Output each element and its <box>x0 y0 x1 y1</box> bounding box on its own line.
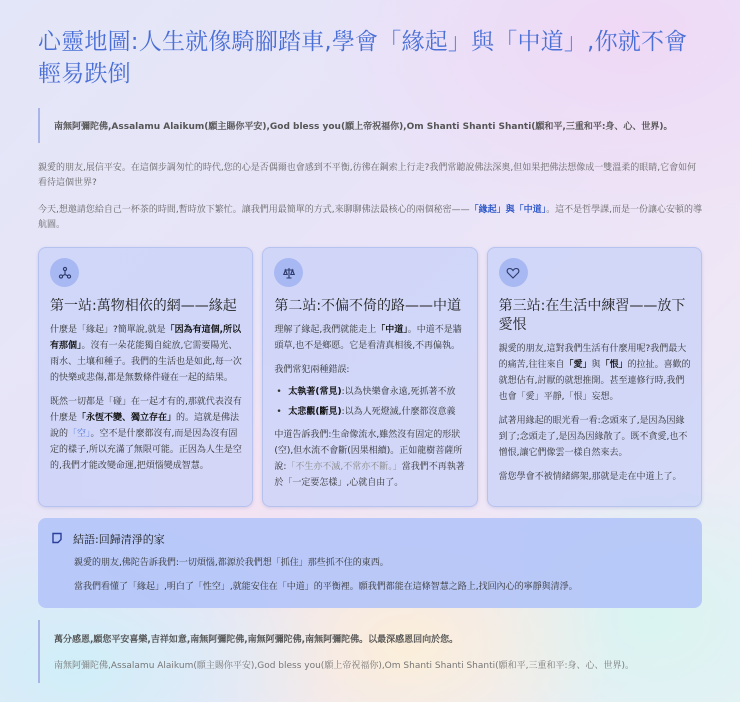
conclusion-title: 結語:回歸清淨的家 <box>73 532 165 546</box>
highlight-emptiness: 「空」 <box>68 429 91 439</box>
highlight-dependent-origination: 「緣起」 <box>469 205 506 215</box>
heart-icon <box>499 258 528 287</box>
closing-multifaith-blessing: 南無阿彌陀佛,Assalamu Alaikum(願主賜你平安),God bless you(願上帝祝福你),Om Shanti Shanti Shanti(願和平,三重和平:身、心、世界)。 <box>54 661 635 671</box>
conclusion-box <box>38 518 702 608</box>
card-station-2: 第二站:不偏不倚的路——中道 理解了緣起,我們就能走上「中道」。中道不是牆頭草,也不是鄉愿。它是看清真相後,不再偏執。 我們常犯兩種錯誤: • 太執著(常見):以為快樂會永遠,死抓著不放 • 太悲觀(斷見):以為人死燈滅,什麼都沒意義 中道告訴我們:生命像流水,雖然沒有固定的形狀(空),但水流不會斷(因果相續)。正如龍樹菩薩所說:「不生亦不滅,不常亦不斷。」當我們不再執著於「一定要怎樣」,心就自由了。 <box>262 247 477 507</box>
card-title: 第一站:萬物相依的網——緣起 <box>50 298 237 314</box>
card-station-3: 第三站:在生活中練習——放下愛恨 親愛的朋友,這對我們生活有什麼用呢?我們最大的痛苦,往往來自「愛」與「恨」的拉扯。喜歡的就想佔有,討厭的就想推開。甚至連修行時,我們也會「愛」平靜,「恨」妄想。 試著用緣起的眼光看一看:念頭來了,是因為因緣到了;念頭走了,是因為因緣散了。既不貪愛,也不憎恨,讓它們像雲一樣自然來去。 當您學會不被情緒綁架,那就是走在中道上了。 <box>487 247 702 507</box>
station-cards <box>38 247 702 507</box>
error-list <box>274 384 466 421</box>
note-icon <box>51 529 63 548</box>
intro-paragraph-2: 今天,想邀請您給自己一杯茶的時間,暫時放下繁忙。讓我們用最簡單的方式,來聊聊佛法最核心的兩個秘密——「緣起」與「中道」。這不是哲學課,而是一份讓心安頓的導航圖。 <box>38 205 703 230</box>
card-station-1: 第一站:萬物相依的網——緣起 什麼是「緣起」?簡單說,就是「因為有這個,所以有那個」。沒有一朵花能獨自綻放,它需要陽光、雨水、土壤和種子。我們的生活也是如此,每一次的快樂或悲傷,都是無數條件碰在一起的結果。 既然一切都是「碰」在一起才有的,那就代表沒有什麼是「永恆不變、獨立存在」的。這就是佛法說的「空」。空不是什麼都沒有,而是因為沒有固定的樣子,所以充滿了無限可能。正因為人生是空的,我們才能改變命運,把煩惱變成智慧。 <box>38 247 253 507</box>
conclusion-paragraph-1: 親愛的朋友,佛陀告訴我們:一切煩惱,都源於我們想「抓住」那些抓不住的東西。 <box>74 558 389 568</box>
opening-blessing: 南無阿彌陀佛,Assalamu Alaikum(願主賜你平安),God bless you(願上帝祝福你),Om Shanti Shanti Shanti(願和平,三重和平:身、心、世界)。 <box>38 108 702 143</box>
highlight-middle-way: 「中道」 <box>514 205 547 215</box>
middle-way-note: 當您學會不被情緒綁架,那就是走在中道上了。 <box>498 472 682 482</box>
balance-scale-icon <box>274 258 303 287</box>
conclusion-paragraph-2: 當我們看懂了「緣起」,明白了「性空」,就能安住在「中道」的平衡裡。願我們都能在這條智慧之路上,找回內心的寧靜與清淨。 <box>74 582 578 592</box>
list-item: • 太悲觀(斷見):以為人死燈滅,什麼都沒意義 <box>274 404 466 421</box>
page-title: 心靈地圖:人生就像騎腳踏車,學會「緣起」與「中道」,你就不會輕易跌倒 <box>38 29 688 87</box>
intro-section <box>38 161 702 233</box>
closing-gratitude: 萬分感恩,願您平安喜樂,吉祥如意,南無阿彌陀佛,南無阿彌陀佛,南無阿彌陀佛。以最深感恩回向於您。 <box>54 635 459 645</box>
card-title: 第二站:不偏不倚的路——中道 <box>274 298 462 314</box>
network-icon <box>50 258 79 287</box>
list-item: • 太執著(常見):以為快樂會永遠,死抓著不放 <box>274 384 466 401</box>
closing-blessing <box>38 620 702 683</box>
intro-paragraph-1: 親愛的朋友,展信平安。在這個步調匆忙的時代,您的心是否偶爾也會感到不平衡,彷彿在鋼索上行走?我們常聽說佛法深奧,但如果把佛法想像成一雙溫柔的眼睛,它會如何看待這個世界? <box>38 163 697 188</box>
card-title: 第三站:在生活中練習——放下愛恨 <box>498 298 686 333</box>
nagarjuna-quote: 「不生亦不滅,不常亦不斷。」 <box>286 462 402 472</box>
